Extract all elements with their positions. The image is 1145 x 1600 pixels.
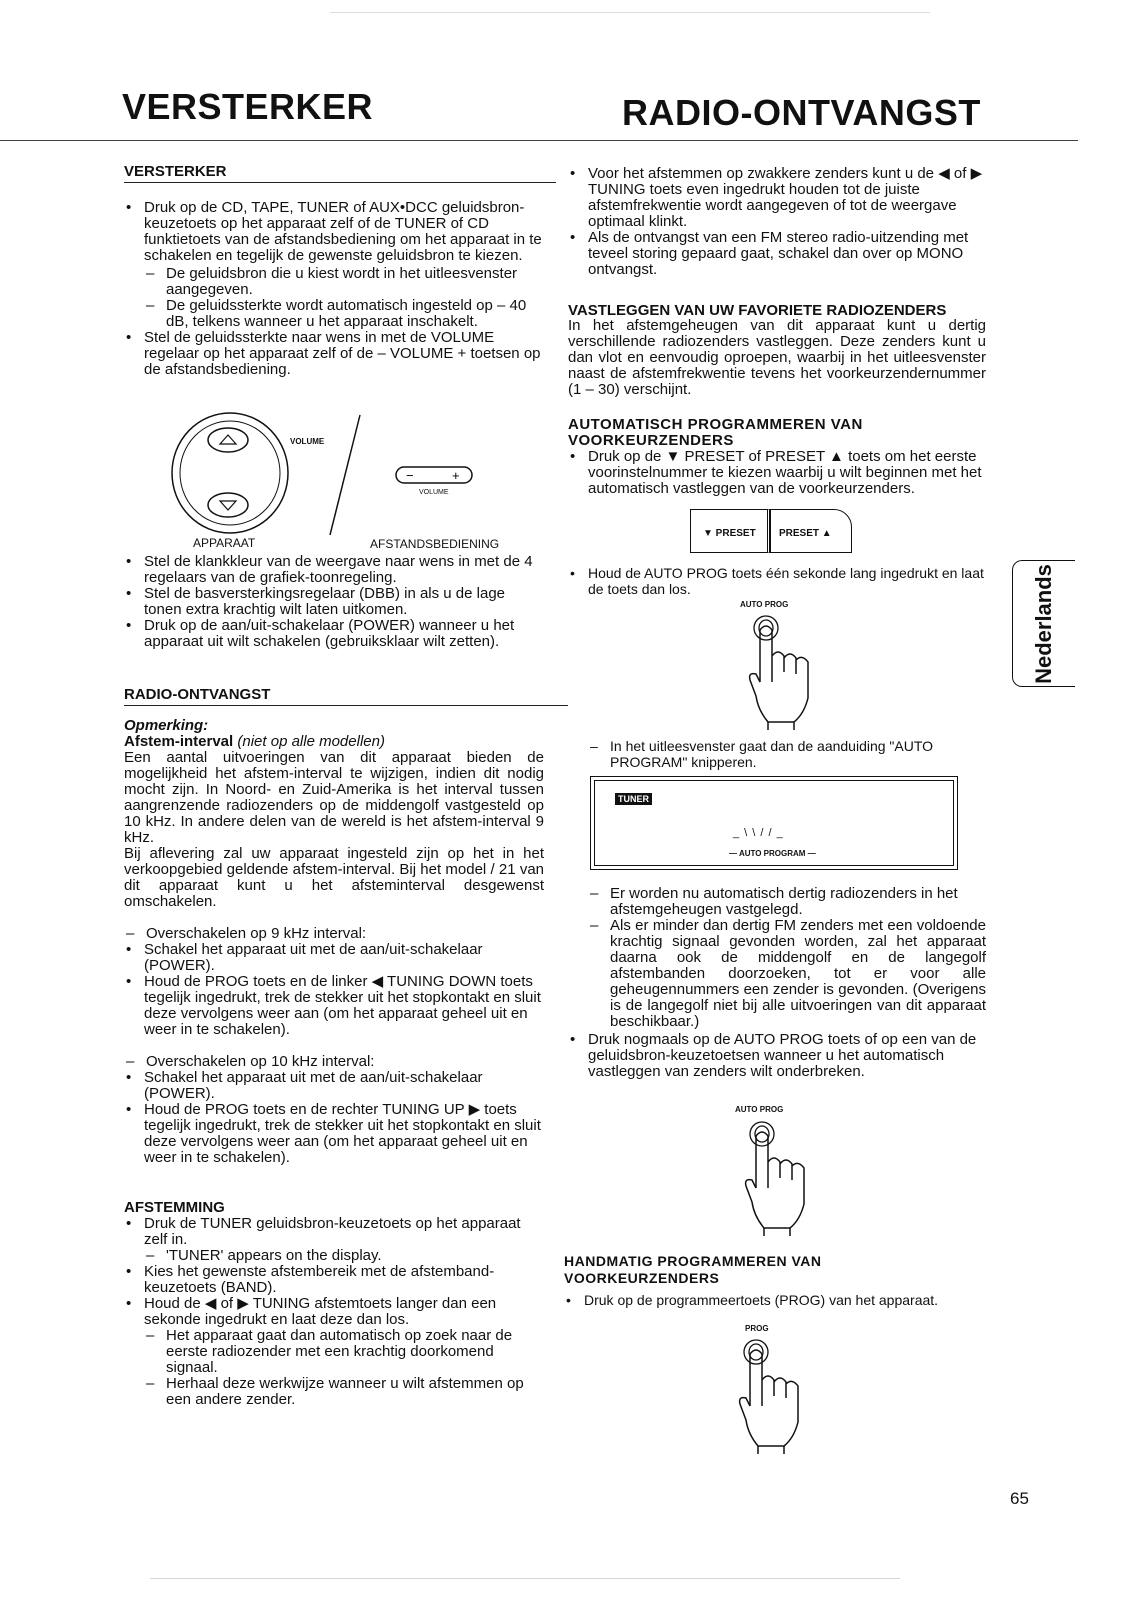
volume-down-button [208,493,248,517]
radio-block [124,718,544,1166]
list-item [124,1216,544,1264]
preset-up-button [770,509,852,553]
prog-label: PROG [745,1324,769,1333]
radio-rule [124,705,568,706]
opmerking-label: Opmerking: [124,717,209,734]
subheading-italic: (niet op alle modellen) [237,733,385,750]
handmatig-heading-line1: HANDMATIG PROGRAMMEREN VAN [564,1253,822,1269]
preset-down-button [690,509,770,553]
language-tab-label: Nederlands [1031,563,1056,684]
auto-heading-line2: VOORKEURZENDERS [568,432,734,449]
display-figure [590,776,958,870]
plus-icon: + [452,468,460,483]
list-item: • Voor het afstemmen op zwakkere zenders kunt u de ◀ of ▶ TUNING toets even ingedrukt houden tot de juiste afstemfrekwentie wordt aangegeven of tot de weergave optimaal klinkt. [568,166,988,230]
bullet-text: Druk de TUNER geluidsbron-keuzetoets op het apparaat zelf in. [144,1215,521,1248]
list-item: • Druk op de aan/uit-schakelaar (POWER) wanneer u het apparaat uit wilt schakelen (gebruiksklaar wilt zetten). [124,618,544,650]
versterker-rule [124,182,556,183]
list-item: – Overschakelen op 9 kHz interval: [124,926,544,942]
scan-noise-top [330,12,930,13]
list-item: – Overschakelen op 10 kHz interval: [124,1054,544,1070]
bullet-text: Druk op de CD, TAPE, TUNER of AUX•DCC geluidsbron-keuzetoets op het apparaat zelf of de TUNER of CD funktietoets van de afstandsbediening om het apparaat in te schakelen en tegelijk de gewenste geluidsbron te kiezen. [144,199,542,264]
list-item: • Druk op de programmeertoets (PROG) van het apparaat. [564,1292,984,1308]
versterker-heading: VERSTERKER [124,163,227,180]
auto-block-2 [568,565,988,597]
auto-dash-block [588,886,986,1030]
subheading-bold: Afstem-interval [124,733,234,750]
paragraph: Bij aflevering zal uw apparaat ingesteld zijn op het in het verkoopgebied geldende afstem-interval. Bij het model / 21 van dit apparaat kunt u het afsteminterval desgewenst omschakelen. [124,845,544,910]
handmatig-heading-line2: VOORKEURZENDERS [564,1270,720,1286]
remote-volume-label: VOLUME [419,489,449,496]
vastleggen-paragraph: In het afstemgeheugen van dit apparaat kunt u dertig verschillende radiozenders vastleggen. Deze zenders kunt u dan vlot en eenvoudig oproepen, waarbij in het uitleesvenster naast de afstemfrekwentie tevens het voorkeurzendernummer (1 – 30) verschijnt. [568,317,986,398]
list-item: • Druk op de ▼ PRESET of PRESET ▲ toets om het eerste voorinstelnummer te kiezen waarbij u wilt beginnen met het automatisch vastleggen van de voorkeurzenders. [568,449,988,497]
list-item: • Als de ontvangst van een FM stereo radio-uitzending met teveel storing gepaard gaat, schakel dan over op MONO ontvangst. [568,230,988,278]
auto-block-3 [568,1032,986,1080]
hand-press-icon [734,1116,814,1238]
tuning-tips-block [568,166,988,278]
afstandsbediening-label: AFSTANDSBEDIENING [370,537,500,551]
list-item: • Stel de basversterkingsregelaar (DBB) in als u de lage tonen extra krachtig wilt laten uitkomen. [124,586,544,618]
handmatig-block [564,1292,984,1308]
versterker-block-2 [124,554,544,650]
auto-dash-1 [588,738,988,770]
volume-figure [170,405,540,545]
list-item: – Er worden nu automatisch dertig radiozenders in het afstemgeheugen vastgelegd. [588,886,986,918]
display-autoprogram-indicator: — AUTO PROGRAM — [729,849,816,858]
language-tab [1012,560,1075,687]
apparaat-outer-ring [172,413,288,533]
list-item: • Houd de PROG toets en de rechter TUNING UP ▶ toets tegelijk ingedrukt, trek de stekker uit het stopkontakt en sluit deze vervolgens weer aan (om het apparaat geheel uit en weer in te schakelen). [124,1102,544,1166]
hand-press-icon [728,1334,808,1456]
preset-buttons-figure [690,509,854,553]
page-title-left: VERSTERKER [122,86,374,127]
afstem-interval-subheading [124,734,544,750]
hand-press-icon [738,610,818,732]
display-tuner-indicator: TUNER [615,793,652,805]
minus-icon: − [406,468,414,483]
list-item [124,200,544,330]
auto-heading-line1: AUTOMATISCH PROGRAMMEREN VAN [568,416,863,433]
list-item: • Schakel het apparaat uit met de aan/uit-schakelaar (POWER). [124,942,544,974]
triangle-down-icon [220,501,236,510]
preset-down-label: ▼ PRESET [703,528,756,539]
radio-heading: RADIO-ONTVANGST [124,686,271,703]
triangle-up-icon [220,435,236,444]
paragraph: Een aantal uitvoeringen van dit apparaat bieden de mogelijkheid het afstem-interval te wijzigen, indien dit nodig mocht zijn. In Noord- en Zuid-Amerika is het interval tussen aangrenzende radiozenders op de middengolf vastgesteld op 10 kHz. In andere delen van de wereld is het afstem-interval 9 kHz. [124,749,544,846]
list-item: – Als er minder dan dertig FM zenders met een voldoende krachtig signaal gevonden worden, zal het apparaat daarna ook de middengolf en de langegolf afstembanden doorzoeken, tot er voor alle geheugennummers een zender is gevonden. (Overigens is de langegolf niet bij alle uitvoeringen van dit apparaat beschikbaar.) [588,918,986,1030]
list-item: • Druk nogmaals op de AUTO PROG toets of op een van de geluidsbron-keuzetoetsen wanneer u het automatisch vastleggen van zenders wilt onderbreken. [568,1032,986,1080]
display-autoprogram-text: AUTO PROGRAM [738,849,806,858]
list-item: – In het uitleesvenster gaat dan de aanduiding "AUTO PROGRAM" knipperen. [588,738,988,770]
list-item: – 'TUNER' appears on the display. [144,1248,544,1264]
auto-block-1 [568,449,988,497]
list-item: – Het apparaat gaat dan automatisch op zoek naar de eerste radiozender met een krachtig doorkomend signaal. [144,1328,544,1376]
list-item [124,1296,544,1408]
volume-up-button [208,428,248,452]
afstemming-block [124,1216,544,1408]
vastleggen-heading: VASTLEGGEN VAN UW FAVORIETE RADIOZENDERS [568,302,947,319]
list-item: • Houd de PROG toets en de linker ◀ TUNING DOWN toets tegelijk ingedrukt, trek de stekker uit het stopkontakt en sluit deze vervolgens weer aan (om het apparaat geheel uit en weer in te schakelen). [124,974,544,1038]
list-item: • Stel de geluidssterkte naar wens in met de VOLUME regelaar op het apparaat zelf of de – VOLUME + toetsen op de afstandsbediening. [124,330,544,378]
header-rule [0,140,1078,141]
page-number: 65 [1010,1489,1029,1508]
list-item: • Stel de klankkleur van de weergave naar wens in met de 4 regelaars van de grafiek-toonregeling. [124,554,544,586]
list-item: • Houd de AUTO PROG toets één sekonde lang ingedrukt en laat de toets dan los. [568,565,988,597]
autoprog-label-2: AUTO PROG [735,1105,784,1114]
list-item: • Schakel het apparaat uit met de aan/uit-schakelaar (POWER). [124,1070,544,1102]
list-item: – De geluidsbron die u kiest wordt in het uitleesvenster aangegeven. [144,266,544,298]
scan-noise-bottom [150,1578,900,1579]
autoprog-label: AUTO PROG [740,600,789,609]
preset-up-label: PRESET ▲ [779,528,832,539]
bullet-text: Houd de ◀ of ▶ TUNING afstemtoets langer dan een sekonde ingedrukt en laat deze dan los. [144,1295,497,1328]
separator-slash [330,415,360,535]
page-title-right: RADIO-ONTVANGST [622,92,981,133]
afstemming-heading: AFSTEMMING [124,1199,225,1216]
list-item: • Kies het gewenste afstembereik met de afstemband-keuzetoets (BAND). [124,1264,544,1296]
blink-rays-top-icon: _ \ \ / / _ [733,827,784,839]
volume-label: VOLUME [290,437,325,446]
list-item: – De geluidssterkte wordt automatisch ingesteld op – 40 dB, telkens wanneer u het apparaat inschakelt. [144,298,544,330]
versterker-block [124,200,544,378]
apparaat-label: APPARAAT [193,536,256,550]
list-item: – Herhaal deze werkwijze wanneer u wilt afstemmen op een andere zender. [144,1376,544,1408]
